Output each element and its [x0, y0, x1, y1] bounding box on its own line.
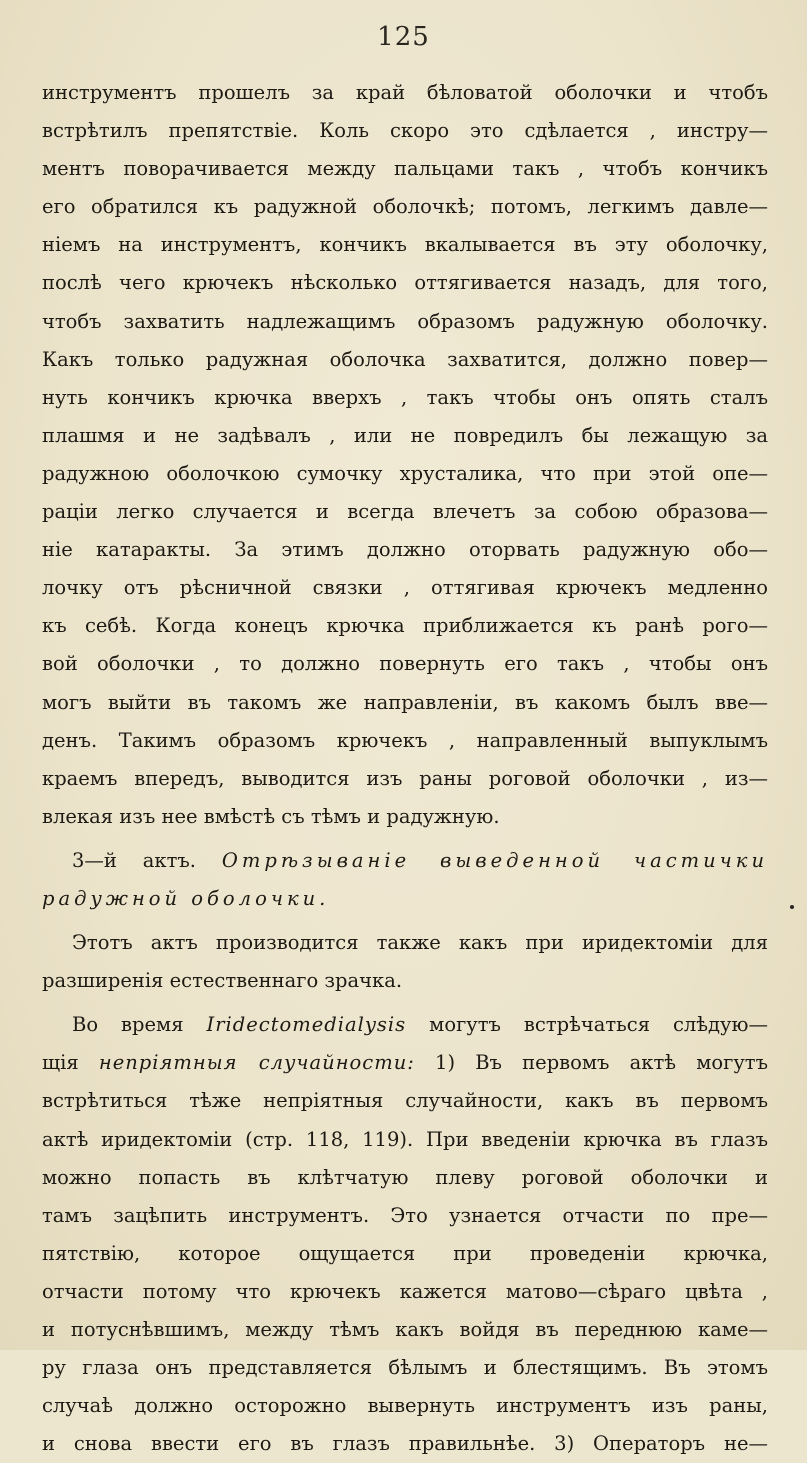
act3-heading [42, 842, 768, 918]
text-line: къ себѣ. Когда конецъ крючка приближается къ ранѣ рого— [42, 614, 768, 638]
text-fragment: щія [42, 1051, 79, 1075]
act3-heading-line [42, 842, 768, 880]
text-line [42, 1006, 768, 1044]
act3-label: 3—й актъ. [72, 848, 196, 872]
text-line: встрѣтиться тѣже непріятныя случайности, какъ въ первомъ [42, 1089, 768, 1113]
text-line: ніемъ на инструментъ, кончикъ вкалывается въ эту оболочку, [42, 233, 768, 257]
text-line: можно попасть въ клѣтчатую плеву роговой оболочки и [42, 1165, 768, 1189]
text-line: вой оболочки , то должно повернуть его такъ , чтобы онъ [42, 652, 768, 676]
text-line: и потуснѣвшимъ, между тѣмъ какъ войдя въ переднюю каме— [42, 1318, 768, 1341]
text-line [42, 1044, 768, 1082]
text-line: и снова ввести его въ глазъ правильнѣе. 3) Операторъ не— [42, 1432, 768, 1456]
text-line: Какъ только радужная оболочка захватится, должно повер— [42, 347, 768, 371]
text-line: раціи легко случается и всегда влечетъ за собою образова— [42, 500, 768, 524]
text-line: ніе катаракты. За этимъ должно оторвать радужную обо— [42, 538, 768, 562]
text-line: влекая изъ нее вмѣстѣ съ тѣмъ и радужную. [42, 804, 500, 828]
text-line: отчасти потому что крючекъ кажется матово—сѣраго цвѣта , [42, 1279, 768, 1303]
text-line: чтобъ захватить надлежащимъ образомъ радужную оболочку. [42, 309, 768, 333]
text-line: ментъ поворачивается между пальцами такъ , чтобъ кончикъ [42, 157, 768, 181]
paragraph-act3-description [42, 924, 768, 1000]
text-line: инструментъ прошелъ за край бѣловатой оболочки и чтобъ [42, 81, 768, 104]
text-fragment: 1) Въ первомъ актѣ могутъ [435, 1051, 768, 1075]
text-line: встрѣтилъ препятствіе. Коль скоро это сдѣлается , инстру— [42, 119, 768, 143]
text-line: послѣ чего крючекъ нѣсколько оттягивается назадъ, для того, [42, 271, 768, 295]
text-line: нуть кончикъ крючка вверхъ , такъ чтобы онъ опять сталъ [42, 385, 768, 409]
text-line: радужною оболочкою сумочку хрусталика, что при этой опе— [42, 461, 768, 485]
text-line: пятствію, которое ощущается при проведеніи крючка, [42, 1241, 768, 1265]
act3-title-part1: Отрѣзываніе выведенной частички [221, 848, 768, 872]
page-number: 125 [377, 22, 430, 52]
text-line: денъ. Такимъ образомъ крючекъ , направленный выпуклымъ [42, 728, 768, 752]
text-line: случаѣ должно осторожно вывернуть инструментъ изъ раны, [42, 1394, 768, 1418]
margin-ink-dot [790, 905, 794, 909]
text-body [42, 74, 768, 1463]
paragraph-complications [42, 1006, 768, 1463]
act3-title-part2: радужной оболочки. [42, 886, 330, 910]
text-line: могъ выйти въ такомъ же направленіи, въ какомъ былъ вве— [42, 690, 768, 714]
text-line: разширенія естественнаго зрачка. [42, 969, 403, 993]
text-line: плашмя и не задѣвалъ , или не повредилъ бы лежащую за [42, 423, 768, 447]
text-fragment: Во время [72, 1013, 184, 1037]
emphasized-term: непріятныя случайности: [98, 1051, 415, 1075]
text-line: Этотъ актъ производится также какъ при иридектоміи для [72, 931, 768, 955]
text-line: ру глаза онъ представляется бѣлымъ и блестящимъ. Въ этомъ [42, 1356, 768, 1380]
text-fragment: могутъ встрѣчаться слѣдую— [429, 1013, 768, 1037]
text-line: краемъ впередъ, выводится изъ раны роговой оболочки , из— [42, 766, 768, 790]
text-line: его обратился къ радужной оболочкѣ; потомъ, легкимъ давле— [42, 195, 768, 219]
text-line: лочку отъ рѣсничной связки , оттягивая крючекъ медленно [42, 576, 768, 600]
text-line: актѣ иридектоміи (стр. 118, 119). При введеніи крючка въ глазъ [42, 1127, 768, 1151]
paragraph-act2-continuation [42, 74, 768, 836]
latin-term: Iridectomedialysis [206, 1013, 407, 1037]
text-line: тамъ зацѣпить инструментъ. Это узнается отчасти по пре— [42, 1203, 768, 1227]
